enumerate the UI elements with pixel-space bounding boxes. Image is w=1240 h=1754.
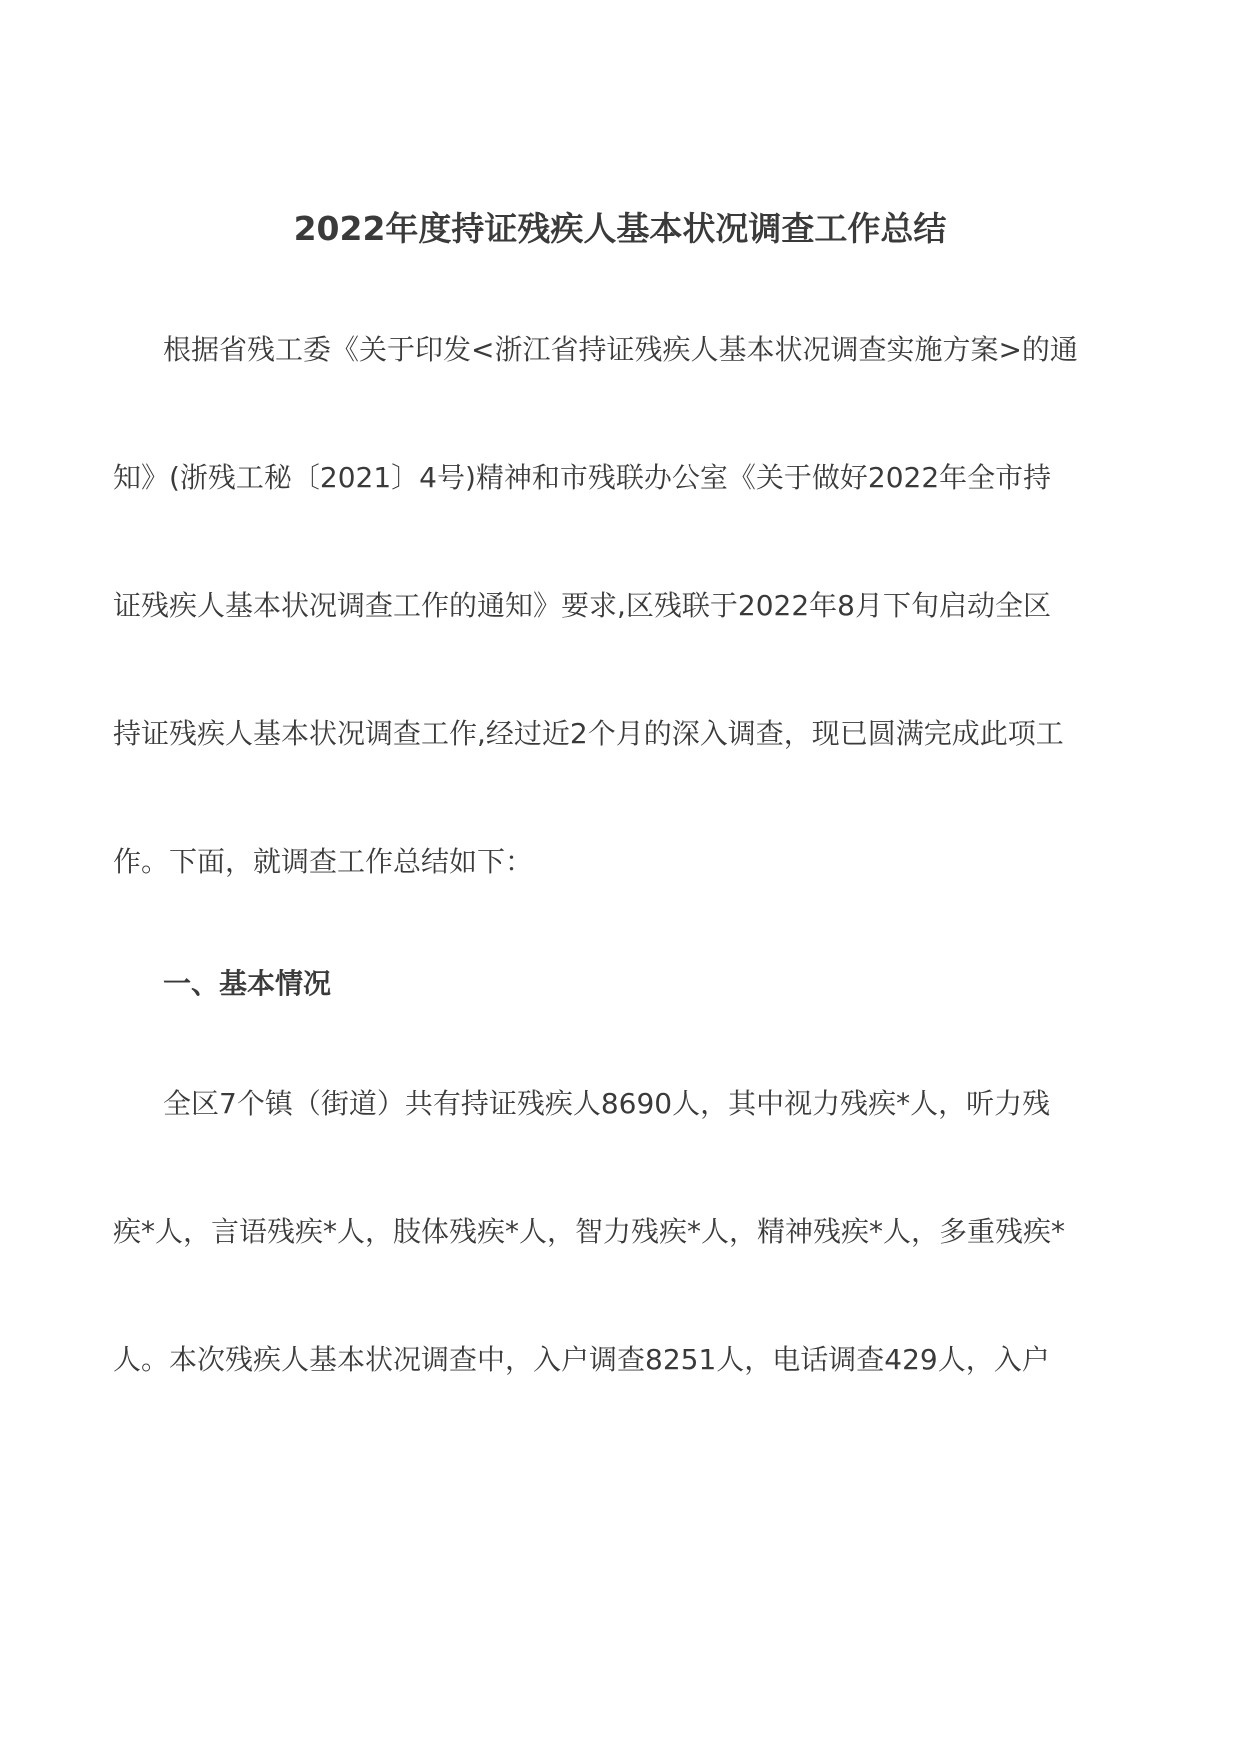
paragraph-line: 证残疾人基本状况调查工作的通知》要求,区残联于2022年8月下旬启动全区 (113, 589, 1051, 622)
paragraph-line: 疾*人，言语残疾*人，肢体残疾*人，智力残疾*人，精神残疾*人，多重残疾* (113, 1215, 1066, 1248)
document-title: 2022年度持证残疾人基本状况调查工作总结 (293, 209, 947, 248)
section-heading: 一、基本情况 (163, 967, 332, 1000)
paragraph-line: 全区7个镇（街道）共有持证残疾人8690人，其中视力残疾*人，听力残 (163, 1087, 1051, 1120)
paragraph-line: 人。本次残疾人基本状况调查中，入户调查8251人，电话调查429人，入户 (113, 1343, 1050, 1376)
paragraph-line: 作。下面，就调查工作总结如下： (113, 845, 534, 878)
paragraph-line: 持证残疾人基本状况调查工作,经过近2个月的深入调查，现已圆满完成此项工 (113, 717, 1064, 750)
paragraph-line: 知》(浙残工秘〔2021〕4号)精神和市残联办公室《关于做好2022年全市持 (113, 461, 1052, 494)
paragraph-line: 根据省残工委《关于印发<浙江省持证残疾人基本状况调查实施方案>的通 (163, 333, 1078, 366)
